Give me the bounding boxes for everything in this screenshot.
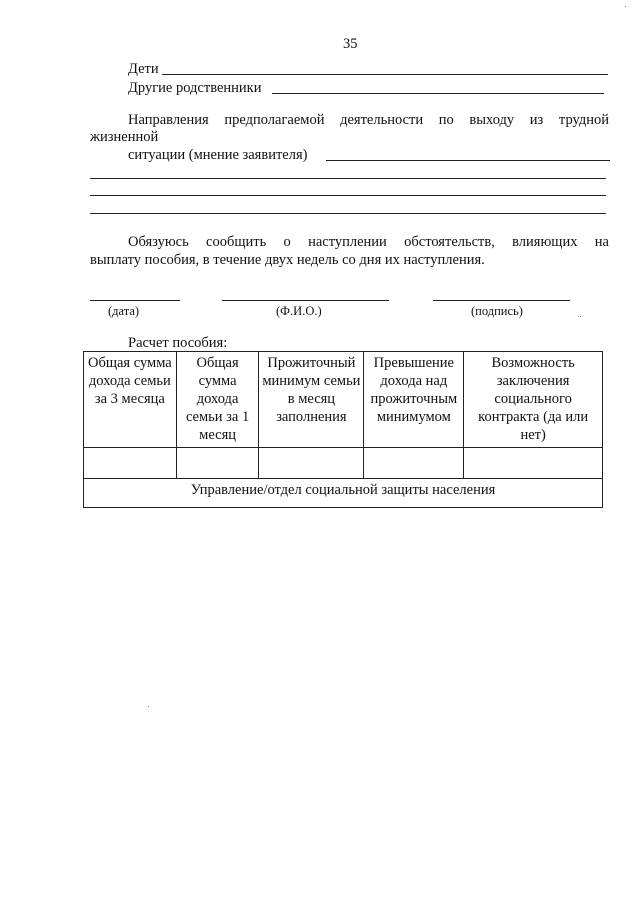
directions-text-line2: жизненной — [90, 129, 159, 145]
signature-line[interactable] — [433, 300, 570, 301]
scan-speck — [580, 316, 581, 317]
name-caption: (Ф.И.О.) — [276, 304, 322, 318]
children-field-line[interactable] — [162, 74, 608, 75]
scan-speck — [625, 6, 626, 7]
date-line[interactable] — [90, 300, 180, 301]
value-cell-income-excess[interactable] — [364, 448, 464, 479]
signature-caption: (подпись) — [471, 304, 523, 318]
calculation-table — [83, 351, 603, 508]
name-line[interactable] — [222, 300, 389, 301]
value-cell-income-1-month[interactable] — [176, 448, 259, 479]
calculation-title: Расчет пособия: — [128, 335, 228, 351]
obligation-text-line2: выплату пособия, в течение двух недель со дня их наступления. — [90, 252, 485, 268]
children-label: Дети — [128, 61, 159, 77]
value-cell-income-3-months[interactable] — [84, 448, 177, 479]
header-cell-income-excess: Превышение дохода над прожиточным минимумом — [364, 352, 464, 448]
directions-text-line3: ситуации (мнение заявителя) — [128, 147, 308, 163]
page-number: 35 — [343, 36, 358, 52]
directions-text-line1: Направления предполагаемой деятельности по выходу из трудной — [128, 112, 609, 128]
social-protection-department-cell: Управление/отдел социальной защиты населения — [84, 479, 603, 508]
table-footer-row — [84, 479, 603, 508]
header-cell-social-contract: Возможность заключения социального контракта (да или нет) — [464, 352, 603, 448]
relatives-label: Другие родственники — [128, 80, 262, 96]
obligation-text-line1: Обязуюсь сообщить о наступлении обстоятельств, влияющих на — [128, 234, 609, 250]
header-cell-income-3-months: Общая сумма дохода семьи за 3 месяца — [84, 352, 177, 448]
directions-field-line-3[interactable] — [90, 195, 606, 196]
directions-field-line-2[interactable] — [90, 178, 606, 179]
value-cell-subsistence-minimum[interactable] — [259, 448, 364, 479]
table-row — [84, 448, 603, 479]
scan-speck — [148, 706, 149, 707]
table-header-row — [84, 352, 603, 448]
directions-field-line-4[interactable] — [90, 213, 606, 214]
header-cell-subsistence-minimum: Прожиточный минимум семьи в месяц заполнения — [259, 352, 364, 448]
relatives-field-line[interactable] — [272, 93, 604, 94]
header-cell-income-1-month: Общая сумма дохода семьи за 1 месяц — [176, 352, 259, 448]
directions-field-line-1[interactable] — [326, 160, 610, 161]
date-caption: (дата) — [108, 304, 140, 318]
value-cell-social-contract[interactable] — [464, 448, 603, 479]
